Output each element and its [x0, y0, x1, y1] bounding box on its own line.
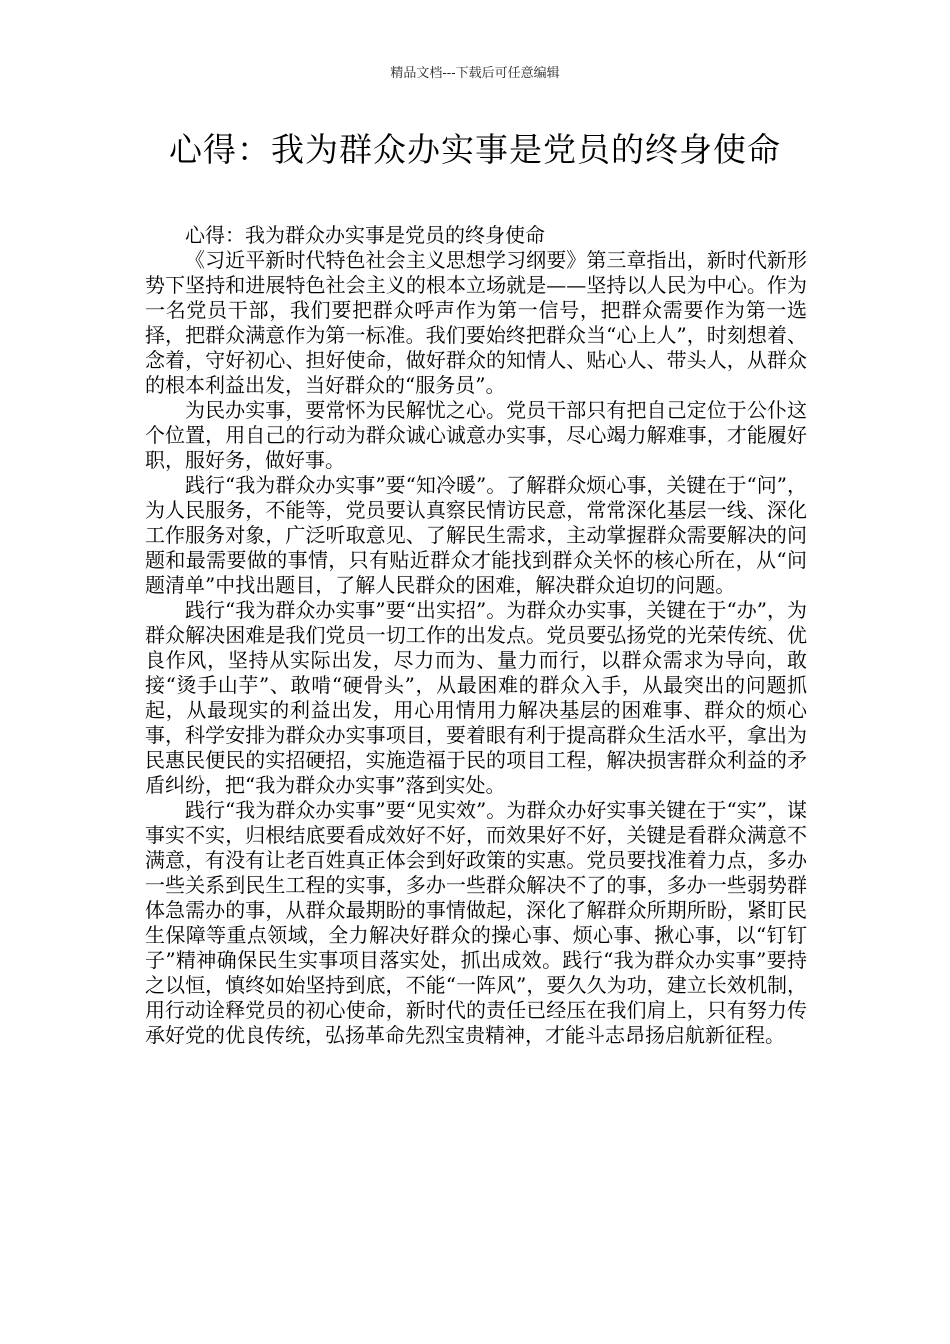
paragraph: 为民办实事，要常怀为民解忧之心。党员干部只有把自己定位于公仆这个位置，用自己的行动为群众诚心诚意办实事，尽心竭力解难事，才能履好职，服好务，做好事。: [145, 398, 807, 472]
paragraph-subtitle: 心得：我为群众办实事是党员的终身使命: [185, 223, 545, 247]
document-body: [145, 223, 807, 1048]
document-title: 心得：我为群众办实事是党员的终身使命: [169, 130, 781, 169]
page-header: 精品文档---下载后可任意编辑: [390, 66, 560, 81]
paragraph: 践行“我为群众办实事”要“见实效”。为群众办好实事关键在于“实”，谋事实不实，归根结底要看成效好不好，而效果好不好，关键是看群众满意不满意，有没有让老百姓真正体会到好政策的实惠。党员要找准着力点，多办一些关系到民生工程的实事，多办一些群众解决不了的事，多办一些弱势群体急需办的事，从群众最期盼的事情做起，深化了解群众所期所盼，紧盯民生保障等重点领域，全力解决好群众的操心事、烦心事、揪心事，以“钉钉子”精神确保民生实事项目落实处，抓出成效。践行“我为群众办实事”要持之以恒，慎终如始坚持到底，不能“一阵风”，要久久为功，建立长效机制，用行动诠释党员的初心使命，新时代的责任已经压在我们肩上，只有努力传承好党的优良传统，弘扬革命先烈宝贵精神，才能斗志昂扬启航新征程。: [145, 798, 807, 1047]
paragraph: 践行“我为群众办实事”要“出实招”。为群众办实事，关键在于“办”，为群众解决困难是我们党员一切工作的出发点。党员要弘扬党的光荣传统、优良作风，坚持从实际出发，尽力而为、量力而行，以群众需求为导向，敢接“烫手山芋”、敢啃“硬骨头”，从最困难的群众入手，从最突出的问题抓起，从最现实的利益出发，用心用情用力解决基层的困难事、群众的烦心事，科学安排为群众办实事项目，要着眼有利于提高群众生活水平，拿出为民惠民便民的实招硬招，实施造福于民的项目工程，解决损害群众利益的矛盾纠纷，把“我为群众办实事”落到实处。: [145, 598, 807, 797]
paragraph: 《习近平新时代特色社会主义思想学习纲要》第三章指出，新时代新形势下坚持和进展特色社会主义的根本立场就是——坚持以人民为中心。作为一名党员干部，我们要把群众呼声作为第一信号，把群众需要作为第一选择，把群众满意作为第一标准。我们要始终把群众当“心上人”，时刻想着、念着，守好初心、担好使命，做好群众的知情人、贴心人、带头人，从群众的根本利益出发，当好群众的“服务员”。: [145, 248, 807, 397]
paragraph: 践行“我为群众办实事”要“知冷暖”。了解群众烦心事，关键在于“问”，为人民服务，不能等，党员要认真察民情访民意，常常深化基层一线、深化工作服务对象，广泛听取意见、了解民生需求，主动掌握群众需要解决的问题和最需要做的事情，只有贴近群众才能找到群众关怀的核心所在，从“问题清单”中找出题目，了解人民群众的困难，解决群众迫切的问题。: [145, 473, 807, 597]
